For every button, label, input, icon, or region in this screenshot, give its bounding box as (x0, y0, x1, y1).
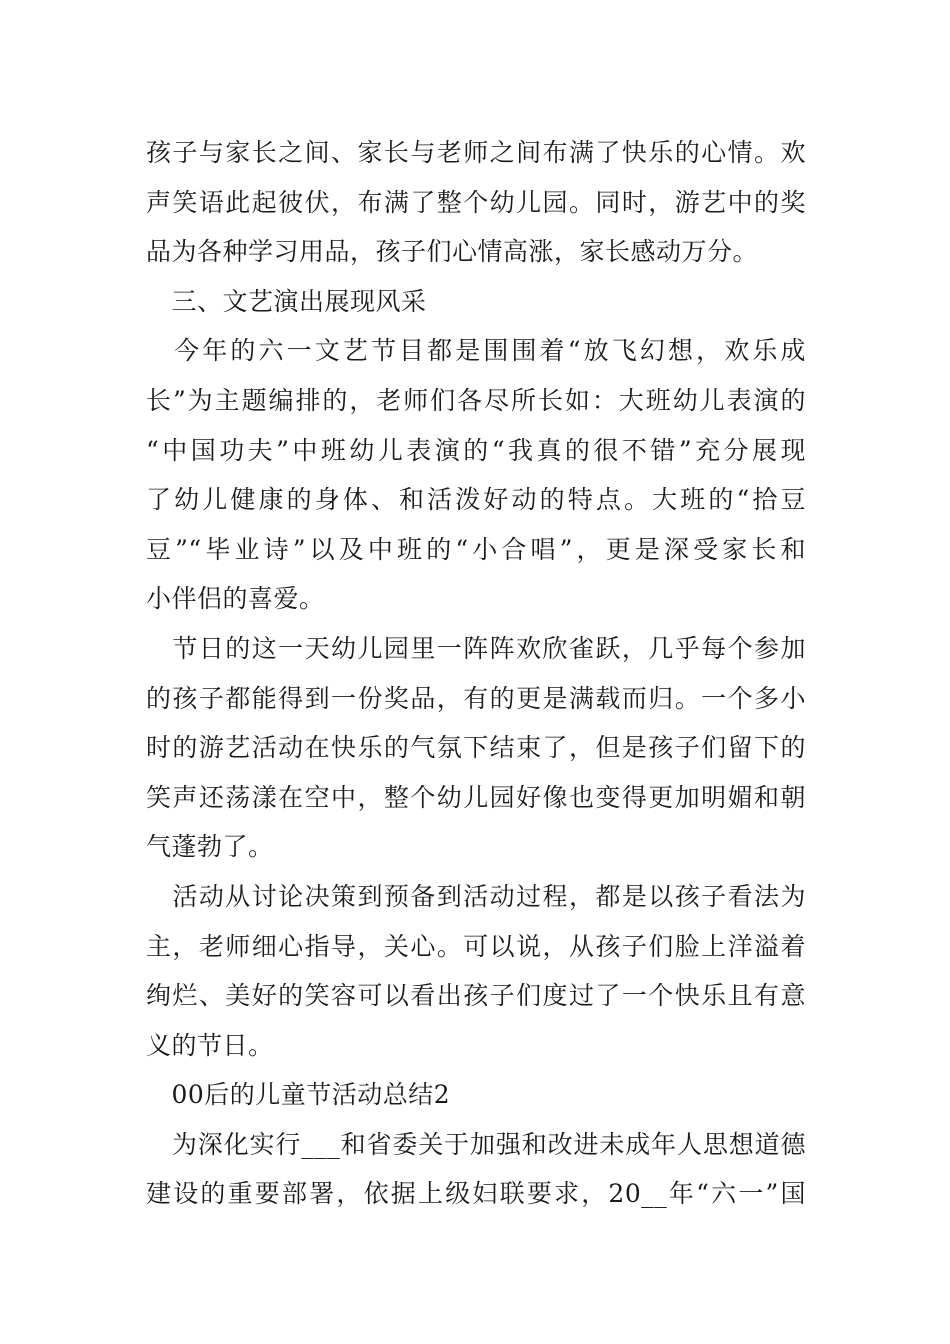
text-line: 绚烂、美好的笑容可以看出孩子们度过了一个快乐且有意 (146, 981, 806, 1011)
text-line: 为深化实行___和省委关于加强和改进未成年人思想道德 (146, 1129, 806, 1159)
text-line: 主，老师细心指导，关心。可以说，从孩子们脸上洋溢着 (146, 931, 806, 961)
text-line: 气蓬勃了。 (146, 832, 274, 862)
text-line: 笑声还荡漾在空中，整个幼儿园好像也变得更加明媚和朝 (146, 782, 806, 812)
text-line: 小伴侣的喜爱。 (146, 584, 325, 614)
text-line: 豆”“毕业诗”以及中班的“小合唱”，更是深受家长和 (146, 534, 806, 564)
text-line: 时的游艺活动在快乐的气氛下结束了，但是孩子们留下的 (146, 733, 806, 763)
text-line: 节日的这一天幼儿园里一阵阵欢欣雀跃，几乎每个参加 (146, 633, 806, 663)
text-line: 孩子与家长之间、家长与老师之间布满了快乐的心情。欢 (146, 138, 806, 167)
document-body (146, 128, 806, 1219)
text-line: 长”为主题编排的，老师们各尽所长如：大班幼儿表演的 (146, 385, 806, 415)
text-line: 义的节日。 (146, 1030, 274, 1060)
text-line: 今年的六一文艺节目都是围围着“放飞幻想，欢乐成 (146, 336, 806, 366)
text-line: 的孩子都能得到一份奖品，有的更是满载而归。一个多小 (146, 683, 806, 713)
text-line: 声笑语此起彼伏，布满了整个幼儿园。同时，游艺中的奖 (146, 187, 806, 217)
text-line: 建设的重要部署，依据上级妇联要求，20__年“六一”国 (146, 1179, 806, 1209)
text-line: 活动从讨论决策到预备到活动过程，都是以孩子看法为 (146, 881, 806, 911)
text-line: “中国功夫”中班幼儿表演的“我真的很不错”充分展现 (146, 435, 806, 465)
text-line: 品为各种学习用品，孩子们心情高涨，家长感动万分。 (146, 237, 759, 267)
text-line: 了幼儿健康的身体、和活泼好动的特点。大班的“拾豆 (146, 485, 806, 515)
text-line: 00后的儿童节活动总结2 (146, 1080, 451, 1110)
text-line: 三、文艺演出展现风采 (146, 286, 427, 316)
